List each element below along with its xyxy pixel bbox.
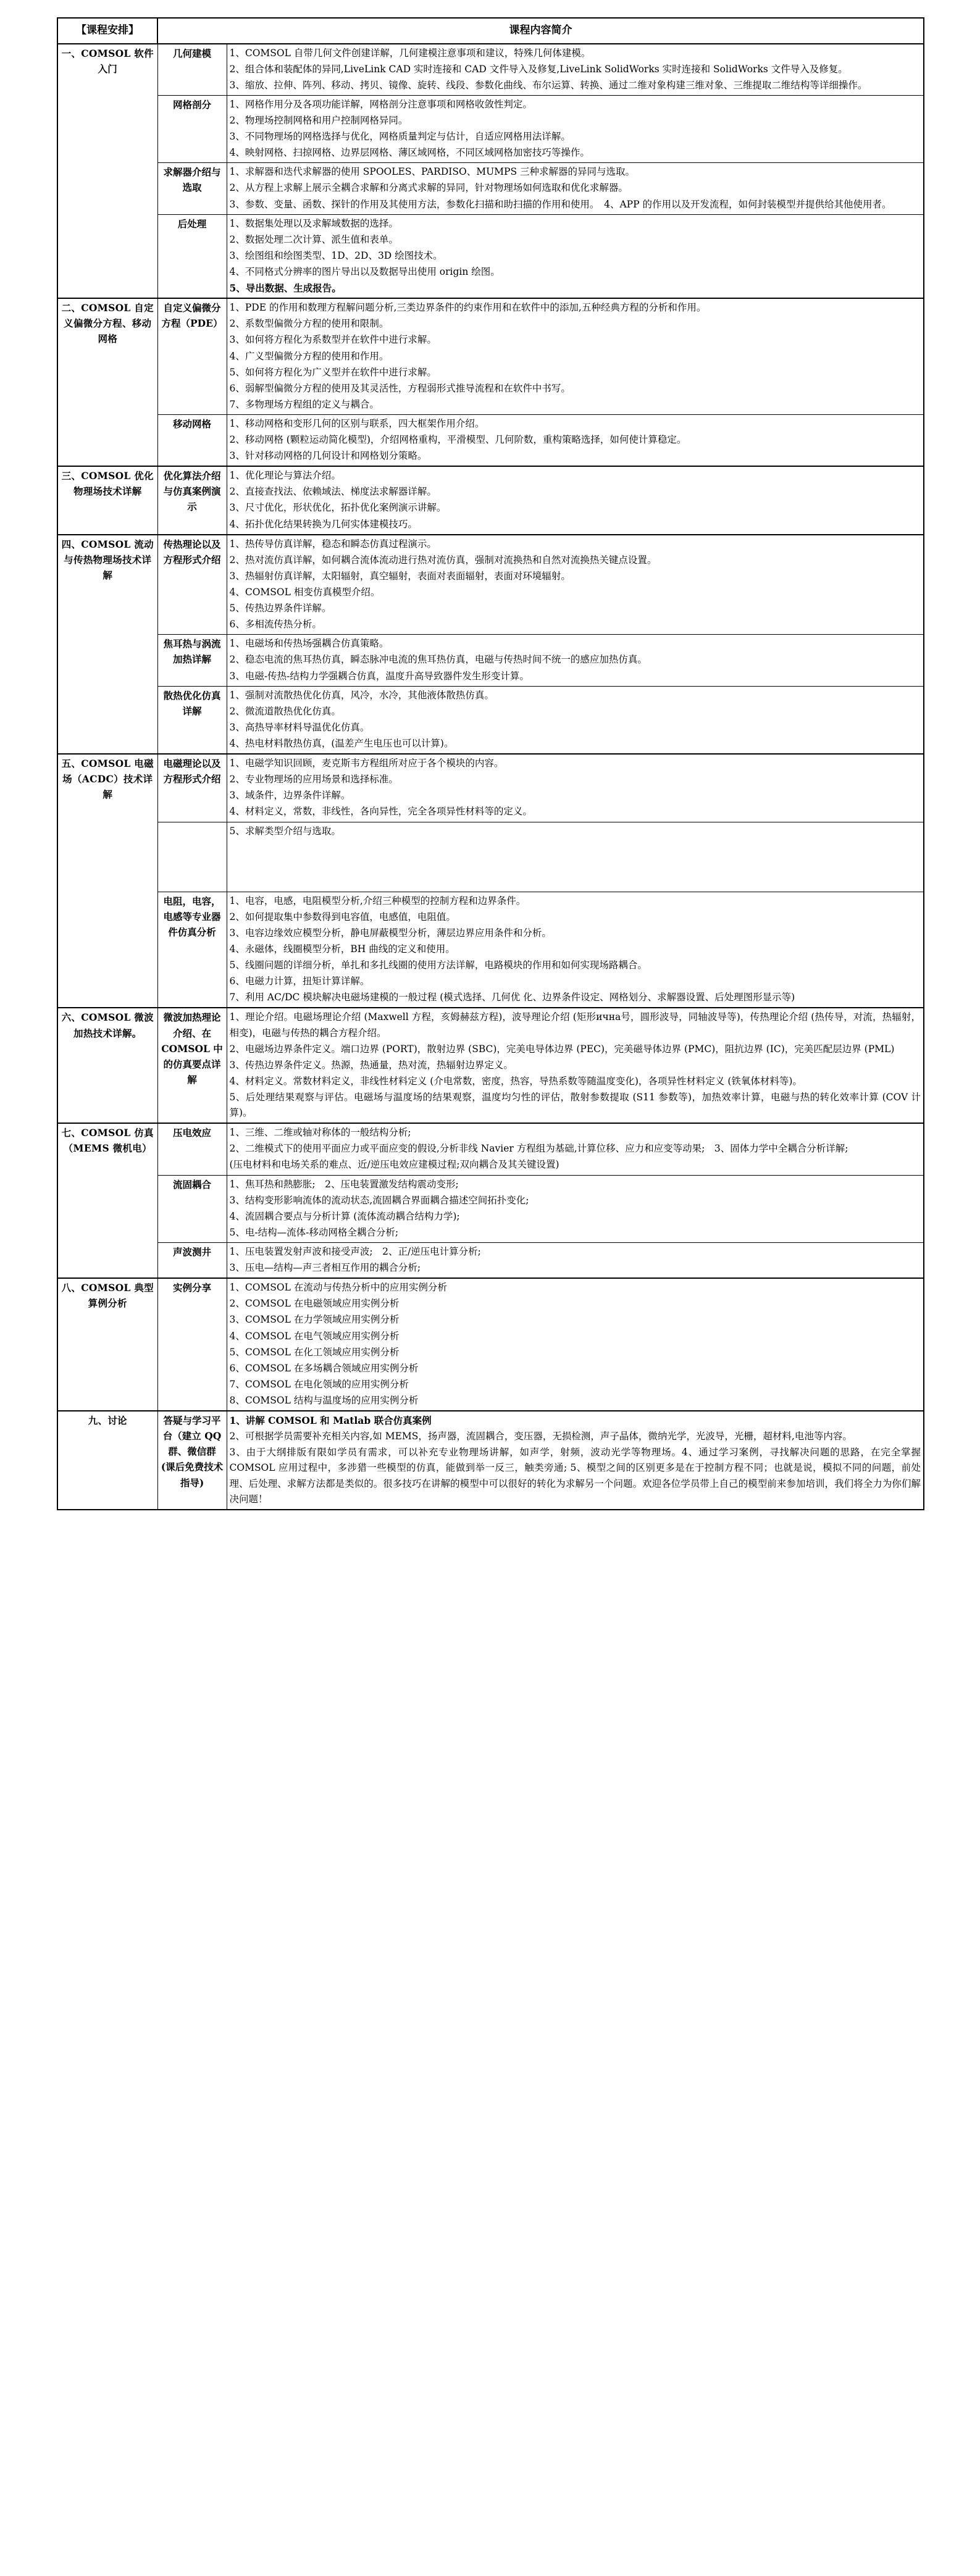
content-line: 2、从方程上求解上展示全耦合求解和分离式求解的异同，针对物理场如何选取和优化求解器。	[229, 182, 628, 194]
content-line: 4、流固耦合要点与分析计算 (流体流动耦合结构力学);	[229, 1210, 460, 1222]
content-line: 2、可根据学员需要补充相关内容,如 MEMS，扬声器，流固耦合，变压器，无损检测，声子晶体，微纳光学，光波导，光栅，超材料,电池等内容。	[229, 1431, 852, 1442]
content-line: 1、理论介绍。电磁场理论介绍 (Maxwell 方程，亥姆赫兹方程)，波导理论介绍 (矩形ична号，圆形波导，同轴波导等)，传热理论介绍 (热传导，对流，热辐射，相变)，电磁与传热的耦合方程介绍。	[229, 1011, 921, 1039]
syllabus-row	[57, 1411, 924, 1510]
content-line: 3、热辐射仿真详解，太阳辐射，真空辐射，表面对表面辐射，表面对环境辐射。	[229, 570, 571, 582]
content-line: 3、针对移动网格的几何设计和网格划分策略。	[229, 450, 427, 462]
content-line: 3、传热边界条件定义。热源，热通量，热对流，热辐射边界定义。	[229, 1059, 513, 1071]
syllabus-row	[57, 466, 924, 534]
syllabus-row	[57, 1278, 924, 1411]
content-line: 3、COMSOL 在力学领域应用实例分析	[229, 1314, 400, 1326]
syllabus-row	[57, 754, 924, 822]
content-line: 4、拓扑优化结果转换为几何实体建模技巧。	[229, 518, 417, 530]
syllabus-row	[57, 214, 924, 298]
content-line: 3、压电—结构—声三者相互作用的耦合分析;	[229, 1262, 421, 1274]
topic-title: 传热理论以及方程形式介绍	[157, 535, 227, 635]
syllabus-row	[57, 892, 924, 1008]
content-line: 5、后处理结果观察与评估。电磁场与温度场的结果观察，温度均匀性的评估，散射参数提取 (S11 参数等)，加热效率计算，电磁与热的转化效率计算 (COV 计算)。	[229, 1091, 921, 1119]
syllabus-row	[57, 822, 924, 892]
syllabus-row	[57, 686, 924, 754]
content-line: 1、优化理论与算法介绍。	[229, 470, 341, 482]
table-header-row	[57, 18, 924, 44]
content-line: 3、由于大纲排版有限如学员有需求，可以补充专业物理场讲解，如声学，射频，波动光学等物理场。4、通过学习案例，寻找解决问题的思路，在完全掌握 COMSOL 应用过程中，多涉猎一些模型的仿真，能做到举一反三，触类旁通; 5、模型之间的区别更多是在于控制方程不同；也就是说，模拟不同的问题，前处理、后处理、求解方法都是类似的。很多技巧在讲解的模型中可以很好的转化为求解另一个问题。欢迎各位学员带上自己的模型前来参加培训，我们将全力为你们解决问题！	[229, 1447, 921, 1505]
section-title: 七、COMSOL 仿真（MEMS 微机电）	[57, 1123, 157, 1278]
content-line: 2、物理场控制网格和用户控制网格异同。	[229, 114, 408, 126]
content-line: 2、如何提取集中参数得到电容值，电感值，电阻值。	[229, 911, 456, 922]
topic-content	[227, 1411, 924, 1510]
content-line: 2、系数型偏微分方程的使用和限制。	[229, 318, 389, 330]
syllabus-row	[57, 1242, 924, 1278]
topic-title: 网格剖分	[157, 95, 227, 162]
content-line: 1、热传导仿真详解，稳态和瞬态仿真过程演示。	[229, 538, 437, 550]
section-title: 八、COMSOL 典型算例分析	[57, 1278, 157, 1411]
topic-content	[227, 686, 924, 754]
content-line: 2、稳态电流的焦耳热仿真，瞬态脉冲电流的焦耳热仿真，电磁与传热时间不统一的感应加热仿真。	[229, 654, 647, 666]
topic-title: 求解器介绍与选取	[157, 163, 227, 214]
content-line: 5、COMSOL 在化工领域应用实例分析	[229, 1346, 400, 1358]
topic-title: 流固耦合	[157, 1175, 227, 1242]
content-line: 2、电磁场边界条件定义。端口边界 (PORT)，散射边界 (SBC)，完美电导体边界 (PEC)，完美磁导体边界 (PMC)，阻抗边界 (IC)，完美匹配层边界 (PML)	[229, 1043, 895, 1055]
content-line: 4、热电材料散热仿真，(温差产生电压也可以计算)。	[229, 738, 454, 750]
section-title: 三、COMSOL 优化物理场技术详解	[57, 466, 157, 534]
syllabus-row	[57, 44, 924, 96]
content-line: 1、电容，电感，电阻模型分析,介绍三种模型的控制方程和边界条件。	[229, 895, 526, 906]
content-line: 6、电磁力计算，扭矩计算详解。	[229, 976, 370, 987]
topic-content	[227, 1123, 924, 1175]
syllabus-row	[57, 298, 924, 414]
content-line: 5、求解类型介绍与选取。	[229, 825, 341, 837]
topic-title	[157, 822, 227, 892]
content-line: 6、多相流传热分析。	[229, 619, 322, 630]
content-line: 1、移动网格和变形几何的区别与联系，四大框架作用介绍。	[229, 417, 485, 429]
content-line: 3、高热导率材料导温优化仿真。	[229, 721, 370, 733]
content-line: 4、映射网格、扫掠网格、边界层网格、薄区域网格，不同区域网格加密技巧等操作。	[229, 147, 590, 159]
content-line: 2、二维模式下的使用平面应力或平面应变的假设,分析非线 Navier 方程组为基础,计算位移、应力和应变等动果; 3、固体力学中全耦合分析详解;	[229, 1143, 848, 1155]
content-line: 1、电磁学知识回顾，麦克斯韦方程组所对应于各个模块的内容。	[229, 758, 504, 769]
content-line: 2、移动网格 (颗粒运动简化模型)，介绍网格重构，平滑模型、几何阶数，重构策略选择，如何使计算稳定。	[229, 434, 687, 446]
content-line: 7、多物理场方程组的定义与耦合。	[229, 398, 379, 410]
syllabus-row	[57, 1175, 924, 1242]
content-line: 2、数据处理二次计算、派生值和表单。	[229, 233, 398, 245]
content-line: 7、COMSOL 在电化领域的应用实例分析	[229, 1378, 409, 1390]
content-line: 3、缩放、拉伸、阵列、移动、拷贝、镜像、旋转、线段、参数化曲线、布尔运算、转换、通过二维对象构建三维对象、三维提取二维结构等详细操作。	[229, 79, 868, 91]
content-line: 4、材料定义。常数材料定义，非线性材料定义 (介电常数，密度，热容，导热系数等随温度变化)，各项异性材料定义 (铁氧体材料等)。	[229, 1075, 802, 1087]
syllabus-row	[57, 535, 924, 635]
topic-content	[227, 1242, 924, 1278]
content-line: (压电材料和电场关系的难点、近/逆压电效应建模过程;双向耦合及其关键设置)	[229, 1159, 559, 1171]
topic-title: 压电效应	[157, 1123, 227, 1175]
content-line: 3、如何将方程化为系数型并在软件中进行求解。	[229, 334, 437, 346]
content-line: 1、三维、二维或轴对称体的一般结构分析;	[229, 1127, 411, 1139]
topic-title: 电磁理论以及方程形式介绍	[157, 754, 227, 822]
content-line: 5、电-结构—流体-移动网格全耦合分析;	[229, 1226, 399, 1238]
content-line: 1、COMSOL 自带几何文件创建详解，几何建模注意事项和建议，特殊几何体建模。	[229, 47, 591, 59]
topic-title: 微波加热理论介绍、在 COMSOL 中的仿真要点详解	[157, 1008, 227, 1123]
syllabus-row	[57, 1123, 924, 1175]
syllabus-row	[57, 1008, 924, 1123]
topic-title: 答疑与学习平台（建立 QQ 群、微信群 (课后免费技术指导)	[157, 1411, 227, 1510]
content-line: 1、强制对流散热优化仿真，风冷，水冷，其他液体散热仿真。	[229, 689, 494, 701]
content-line: 3、尺寸优化，形状优化，拓扑优化案例演示讲解。	[229, 502, 446, 514]
content-line: 2、微流道散热优化仿真。	[229, 705, 341, 717]
content-line: 1、压电装置发射声波和接受声波; 2、正/逆压电计算分析;	[229, 1245, 481, 1257]
content-line: 5、导出数据、生成报告。	[229, 282, 341, 295]
content-line: 3、电容边缘效应模型分析，静电屏蔽模型分析，薄层边界应用条件和分析。	[229, 927, 551, 939]
content-line: 1、电磁场和传热场强耦合仿真策略。	[229, 638, 389, 650]
content-line: 5、线圈问题的详细分析，单扎和多扎线圈的使用方法详解，电路模块的作用和如何实现场路耦合。	[229, 960, 647, 971]
content-line: 1、焦耳热和熱膨胀; 2、压电装置激发结构震动变形;	[229, 1178, 459, 1190]
content-line: 7、利用 AC/DC 模块解决电磁场建模的一般过程 (模式选择、几何优 化、边界条件设定、网格划分、求解器设置、后处理图形显示等)	[229, 992, 795, 1003]
content-line: 3、结构变形影响流体的流动状态,流固耦合界面耦合描述空间拓扑变化;	[229, 1194, 529, 1206]
content-line: 3、域条件，边界条件详解。	[229, 790, 351, 801]
topic-content	[227, 1278, 924, 1411]
content-line: 3、绘图组和绘图类型、1D、2D、3D 绘图技术。	[229, 249, 443, 261]
header-course-arrangement: 【课程安排】	[57, 18, 157, 44]
topic-content	[227, 466, 924, 534]
topic-title: 电阻，电容，电感等专业器件仿真分析	[157, 892, 227, 1008]
content-line: 4、永磁体，线圈模型分析，BH 曲线的定义和使用。	[229, 943, 455, 955]
content-line: 1、讲解 COMSOL 和 Matlab 联合仿真案例	[229, 1415, 432, 1427]
header-course-content: 课程内容简介	[157, 18, 924, 44]
syllabus-row	[57, 414, 924, 466]
content-line: 4、广义型偏微分方程的使用和作用。	[229, 350, 389, 362]
section-title: 一、COMSOL 软件入门	[57, 44, 157, 299]
topic-title: 自定义偏微分方程（PDE）	[157, 298, 227, 414]
topic-title: 焦耳热与涡流加热详解	[157, 635, 227, 686]
section-title: 五、COMSOL 电磁场（ACDC）技术详解	[57, 754, 157, 1008]
syllabus-row	[57, 95, 924, 162]
topic-title: 移动网格	[157, 414, 227, 466]
content-line: 5、传热边界条件详解。	[229, 603, 332, 614]
topic-content	[227, 1008, 924, 1123]
content-line: 8、COMSOL 结构与温度场的应用实例分析	[229, 1394, 419, 1406]
content-line: 2、专业物理场的应用场景和选择标准。	[229, 774, 398, 785]
content-line: 3、参数、变量、函数、探针的作用及其使用方法，参数化扫描和助扫描的作用和使用。 4、APP 的作用以及开发流程，如何封装模型并提供给其他使用者。	[229, 198, 892, 210]
topic-title: 实例分享	[157, 1278, 227, 1411]
topic-content	[227, 95, 924, 162]
content-line: 2、组合体和装配体的异同,LiveLink CAD 实时连接和 CAD 文件导入及修复,LiveLink SolidWorks 实时连接和 SolidWorks 文件导入及修复。	[229, 63, 848, 75]
content-line: 1、COMSOL 在流动与传热分析中的应用实例分析	[229, 1282, 447, 1294]
topic-content	[227, 414, 924, 466]
content-line: 3、电磁-传热-结构力学强耦合仿真，温度升高导致器件发生形变计算。	[229, 670, 529, 682]
topic-title: 几何建模	[157, 44, 227, 96]
topic-content	[227, 535, 924, 635]
topic-content	[227, 214, 924, 298]
content-line: 5、如何将方程化为广义型并在软件中进行求解。	[229, 366, 437, 378]
content-line: 4、材料定义，常数，非线性，各向异性，完全各项异性材料等的定义。	[229, 806, 532, 818]
content-line: 1、数据集处理以及求解域数据的选择。	[229, 217, 398, 229]
topic-content	[227, 754, 924, 822]
topic-content	[227, 892, 924, 1008]
section-title: 六、COMSOL 微波加热技术详解。	[57, 1008, 157, 1123]
section-title: 四、COMSOL 流动与传热物理场技术详解	[57, 535, 157, 754]
content-line: 3、不同物理场的网格选择与优化，网格质量判定与估计，自适应网格用法详解。	[229, 131, 571, 143]
topic-content	[227, 44, 924, 96]
content-line: 1、PDE 的作用和数理方程解问题分析,三类边界条件的约束作用和在软件中的添加,五种经典方程的分析和作用。	[229, 302, 706, 314]
section-title: 二、COMSOL 自定义偏微分方程、移动网格	[57, 298, 157, 466]
content-line: 4、不同格式分辨率的图片导出以及数据导出使用 origin 绘图。	[229, 266, 500, 277]
content-line: 6、COMSOL 在多场耦合领域应用实例分析	[229, 1362, 419, 1374]
content-line: 6、弱解型偏微分方程的使用及其灵活性，方程弱形式推导流程和在软件中书写。	[229, 382, 571, 394]
content-line: 2、直接查找法、依赖域法、梯度法求解器详解。	[229, 486, 437, 498]
topic-content	[227, 1175, 924, 1242]
content-line: 4、COMSOL 相变仿真模型介绍。	[229, 587, 380, 598]
topic-content	[227, 635, 924, 686]
topic-content	[227, 822, 924, 892]
topic-title: 声波测井	[157, 1242, 227, 1278]
syllabus-row	[57, 163, 924, 214]
topic-title: 优化算法介绍与仿真案例演示	[157, 466, 227, 534]
content-line: 1、求解器和迭代求解器的使用 SPOOLES、PARDISO、MUMPS 三种求解器的异同与选取。	[229, 166, 635, 178]
section-title: 九、讨论	[57, 1411, 157, 1510]
content-line: 1、网格作用分及各项功能详解，网格剖分注意事项和网格收敛性判定。	[229, 98, 532, 110]
content-line: 4、COMSOL 在电气领域应用实例分析	[229, 1330, 400, 1342]
content-line: 2、COMSOL 在电磁领域应用实例分析	[229, 1298, 400, 1310]
course-syllabus-table	[57, 17, 924, 1510]
topic-content	[227, 163, 924, 214]
content-line: 2、热对流仿真详解，如何耦合流体流动进行热对流仿真，强制对流换热和自然对流换热关键点设置。	[229, 554, 657, 566]
topic-content	[227, 298, 924, 414]
syllabus-row	[57, 635, 924, 686]
topic-title: 后处理	[157, 214, 227, 298]
topic-title: 散热优化仿真详解	[157, 686, 227, 754]
